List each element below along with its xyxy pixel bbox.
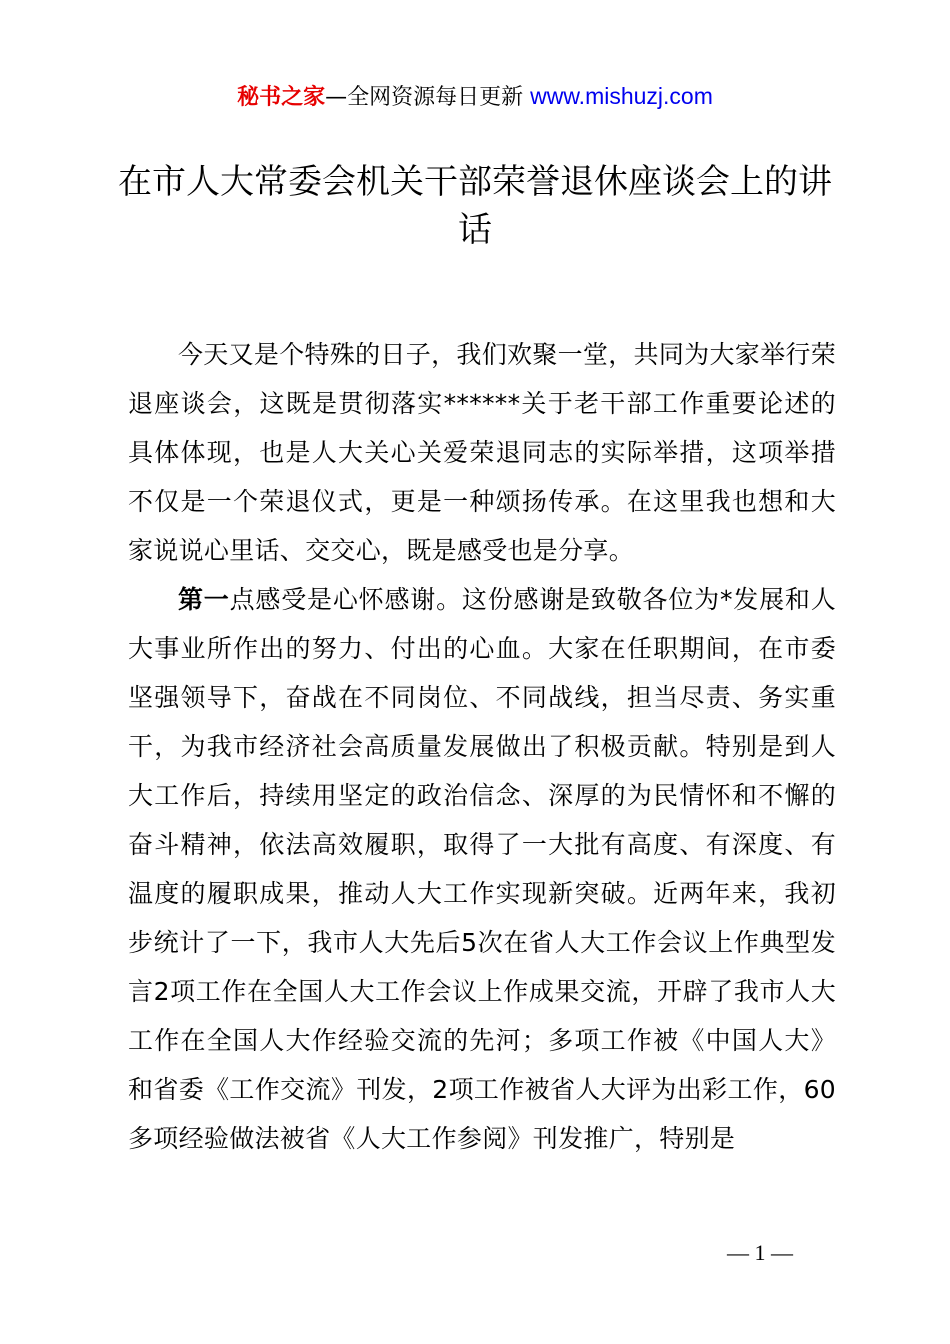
header-slogan: —全网资源每日更新	[325, 85, 531, 110]
paragraph-first-point	[128, 575, 836, 1163]
paragraph-first-point-text: 点感受是心怀感谢。这份感谢是致敬各位为*发展和人大事业所作出的努力、付出的心血。大家在任职期间，在市委坚强领导下，奋战在不同岗位、不同战线，担当尽责、务实重干，为我市经济社会高质量发展做出了积极贡献。特别是到人大工作后，持续用坚定的政治信念、深厚的为民情怀和不懈的奋斗精神，依法高效履职，取得了一大批有高度、有深度、有温度的履职成果，推动人大工作实现新突破。近两年来，我初步统计了一下，我市人大先后5次在省人大工作会议上作典型发言2项工作在全国人大工作会议上作成果交流，开辟了我市人大工作在全国人大作经验交流的先河；多项工作被《中国人大》和省委《工作交流》刊发，2项工作被省人大评为出彩工作，60多项经验做法被省《人大工作参阅》刊发推广，特别是	[128, 585, 836, 1153]
brand-name: 秘书之家	[237, 85, 326, 110]
paragraph-intro: 今天又是个特殊的日子，我们欢聚一堂，共同为大家举行荣退座谈会，这既是贯彻落实******关于老干部工作重要论述的具体体现，也是人大关心关爱荣退同志的实际举措，这项举措不仅是一个荣退仪式，更是一种颂扬传承。在这里我也想和大家说说心里话、交交心，既是感受也是分享。	[128, 340, 836, 565]
page-number: — 1 —	[727, 1240, 793, 1265]
site-header	[0, 80, 950, 114]
document-title: 在市人大常委会机关干部荣誉退休座谈会上的讲话	[118, 162, 832, 250]
document-body	[128, 330, 836, 1163]
paragraph-lead-bold: 第一	[178, 585, 230, 614]
site-url-link[interactable]: www.mishuzj.com	[530, 83, 713, 109]
